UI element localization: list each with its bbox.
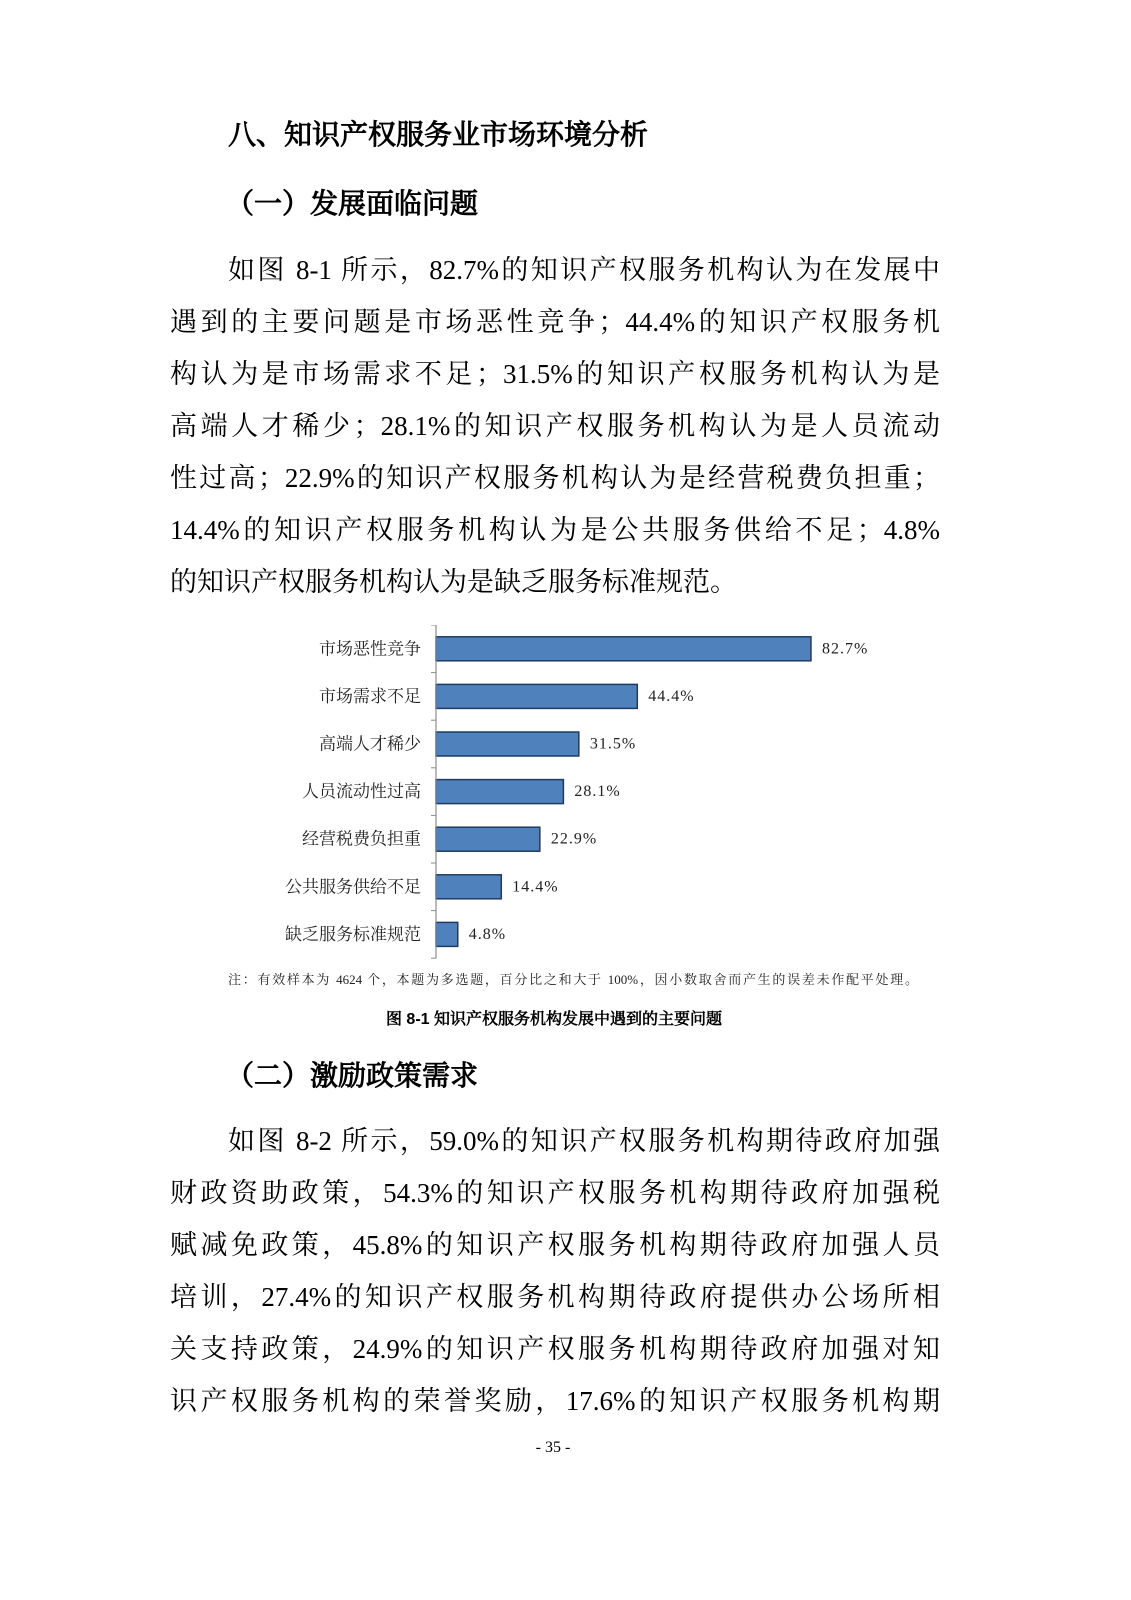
bar bbox=[436, 875, 501, 899]
paragraph-line: 培训，27.4%的知识产权服务机构期待政府提供办公场所相 bbox=[170, 1282, 940, 1312]
paragraph-line: 的知识产权服务机构认为是缺乏服务标准规范。 bbox=[170, 567, 737, 597]
paragraph-problems bbox=[170, 244, 940, 608]
bar bbox=[436, 827, 540, 851]
bar bbox=[436, 780, 563, 804]
paragraph-line: 高端人才稀少；28.1%的知识产权服务机构认为是人员流动 bbox=[170, 411, 940, 441]
value-label: 4.8% bbox=[468, 925, 507, 943]
bar bbox=[436, 684, 637, 708]
figure-note: 注：有效样本为 4624 个，本题为多选题，百分比之和大于 100%，因小数取舍而产生的误差未作配平处理。 bbox=[228, 972, 918, 987]
bar bbox=[436, 637, 811, 661]
paragraph-line: 识产权服务机构的荣誉奖励，17.6%的知识产权服务机构期 bbox=[170, 1386, 940, 1416]
section-heading: 八、知识产权服务业市场环境分析 bbox=[228, 119, 649, 150]
paragraph-line: 构认为是市场需求不足；31.5%的知识产权服务机构认为是 bbox=[170, 359, 940, 389]
bar bbox=[436, 732, 579, 756]
category-label: 人员流动性过高 bbox=[302, 782, 421, 802]
paragraph-line: 性过高；22.9%的知识产权服务机构认为是经营税费负担重； bbox=[170, 463, 940, 493]
paragraph-line: 关支持政策，24.9%的知识产权服务机构期待政府加强对知 bbox=[170, 1334, 940, 1364]
paragraph-line: 14.4%的知识产权服务机构认为是公共服务供给不足；4.8% bbox=[170, 515, 940, 545]
value-label: 22.9% bbox=[550, 830, 598, 848]
figure-caption: 图 8-1 知识产权服务机构发展中遇到的主要问题 bbox=[385, 1011, 723, 1028]
value-label: 82.7% bbox=[821, 640, 869, 658]
paragraph-line: 如图 8-2 所示，59.0%的知识产权服务机构期待政府加强 bbox=[228, 1126, 940, 1156]
category-label: 市场需求不足 bbox=[319, 686, 421, 706]
bar-chart bbox=[240, 625, 900, 965]
subsection-heading-incentives: （二）激励政策需求 bbox=[226, 1061, 479, 1092]
subsection-heading-problems: （一）发展面临问题 bbox=[226, 189, 479, 220]
category-label: 缺乏服务标准规范 bbox=[285, 924, 421, 944]
paragraph-incentives bbox=[170, 1115, 940, 1427]
bar bbox=[436, 922, 458, 946]
paragraph-line: 赋减免政策，45.8%的知识产权服务机构期待政府加强人员 bbox=[170, 1230, 940, 1260]
paragraph-line: 财政资助政策，54.3%的知识产权服务机构期待政府加强税 bbox=[170, 1178, 940, 1208]
paragraph-line: 遇到的主要问题是市场恶性竞争；44.4%的知识产权服务机 bbox=[170, 307, 940, 337]
value-label: 44.4% bbox=[648, 687, 695, 705]
category-label: 经营税费负担重 bbox=[302, 829, 421, 849]
page-number: - 35 - bbox=[535, 1439, 571, 1456]
value-label: 14.4% bbox=[512, 878, 559, 896]
category-label: 高端人才稀少 bbox=[319, 734, 421, 754]
value-label: 31.5% bbox=[589, 735, 637, 753]
paragraph-line: 如图 8-1 所示，82.7%的知识产权服务机构认为在发展中 bbox=[228, 255, 940, 285]
category-label: 市场恶性竞争 bbox=[319, 639, 421, 659]
category-label: 公共服务供给不足 bbox=[285, 877, 421, 897]
value-label: 28.1% bbox=[574, 783, 621, 801]
